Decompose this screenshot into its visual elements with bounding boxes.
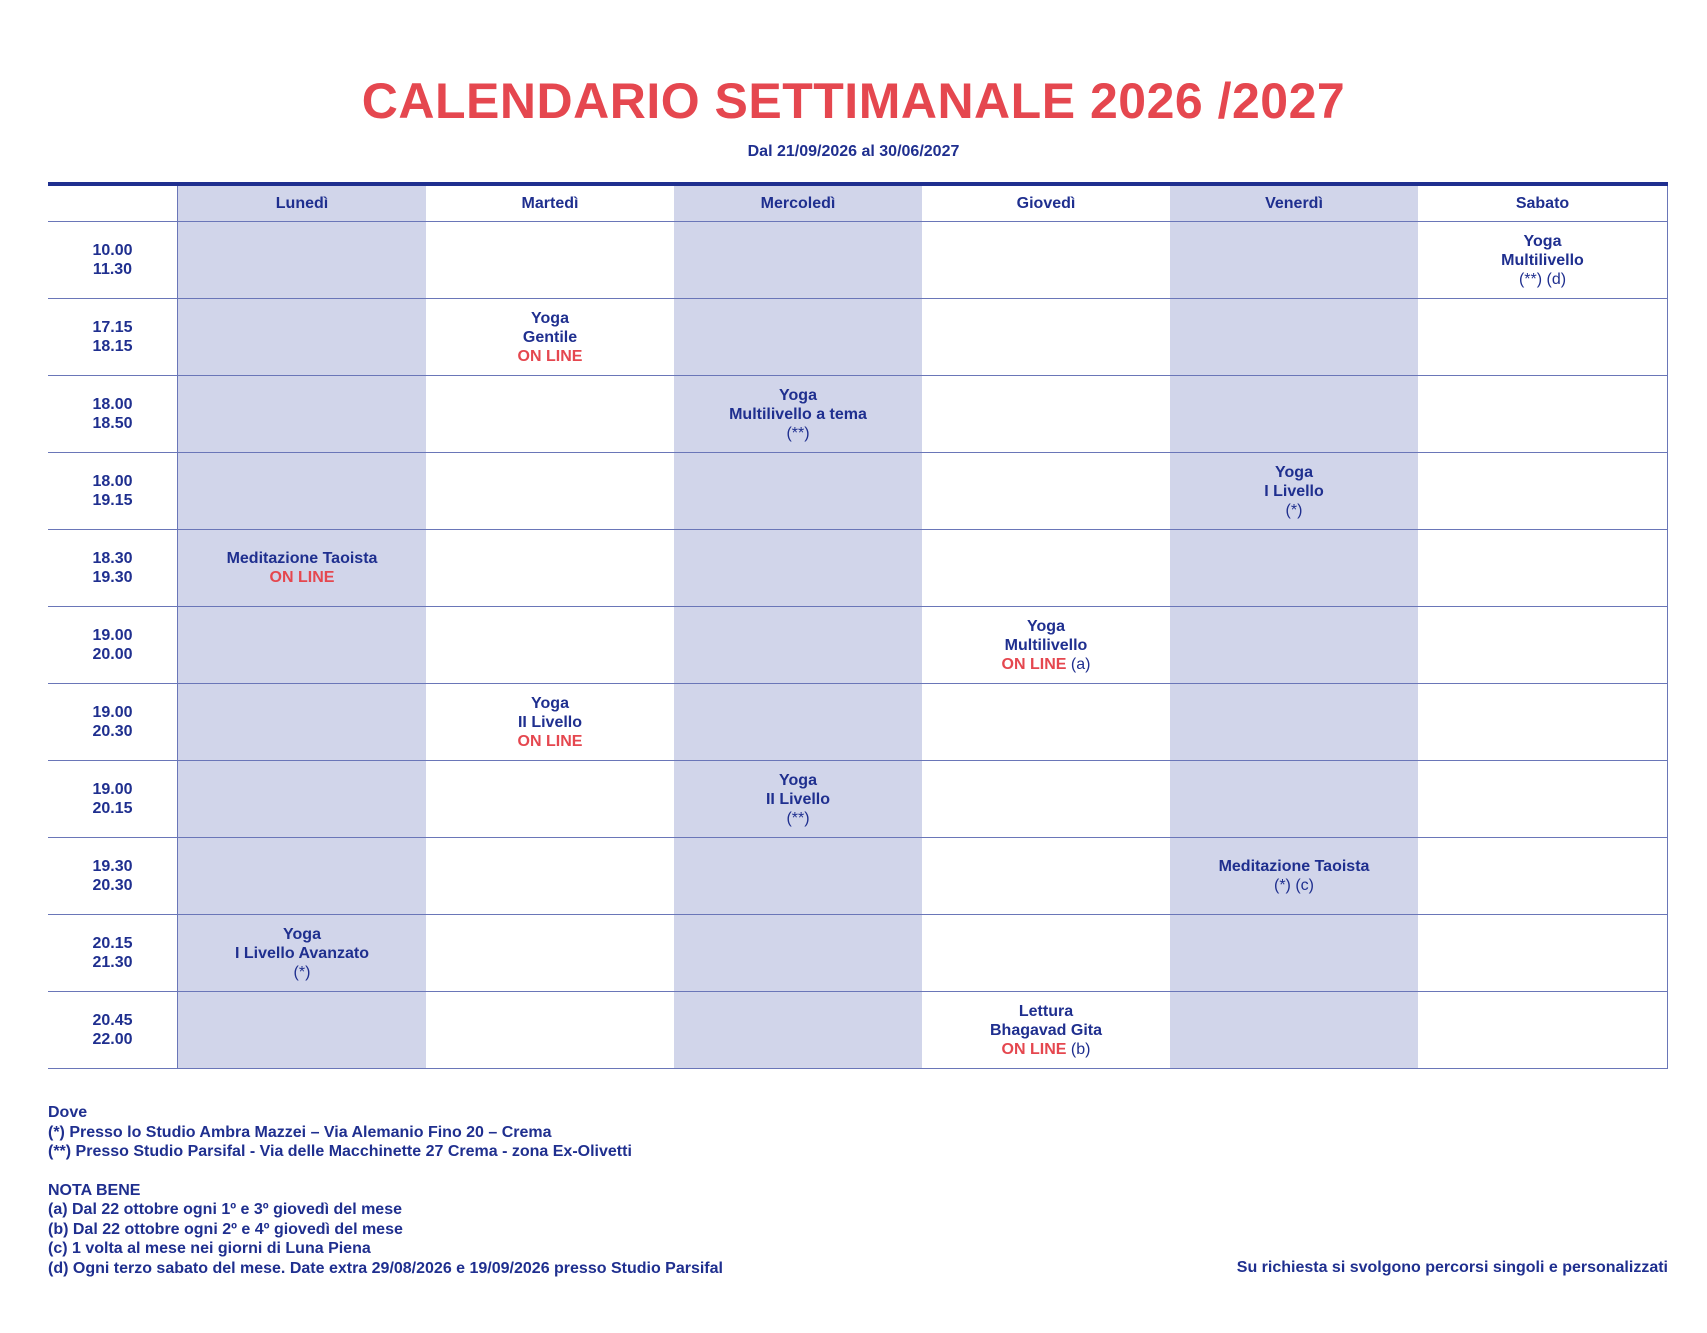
schedule-row bbox=[48, 530, 1668, 607]
class-cell bbox=[426, 684, 674, 761]
location-note: (b) bbox=[1070, 1040, 1091, 1058]
empty-cell bbox=[1418, 453, 1668, 530]
time-end: 18.15 bbox=[92, 338, 133, 355]
class-name-line: II Livello bbox=[517, 713, 582, 731]
time-start: 19.00 bbox=[92, 627, 133, 644]
time-start: 17.15 bbox=[92, 319, 133, 336]
time-column-header bbox=[48, 184, 178, 222]
date-range-subtitle: Dal 21/09/2026 al 30/06/2027 bbox=[747, 143, 960, 160]
custom-courses-note: Su richiesta si svolgono percorsi singoli e personalizzati bbox=[1236, 1259, 1668, 1276]
location-note: (**) bbox=[786, 424, 810, 442]
day-header-wednesday: Mercoledì bbox=[674, 184, 922, 222]
time-end: 18.50 bbox=[92, 415, 133, 432]
empty-cell bbox=[922, 376, 1170, 453]
online-badge: ON LINE bbox=[1001, 655, 1067, 673]
class-name-line: II Livello bbox=[765, 790, 830, 808]
empty-cell bbox=[922, 684, 1170, 761]
empty-cell bbox=[674, 530, 922, 607]
page-title: CALENDARIO SETTIMANALE 2026 /2027 bbox=[361, 73, 1346, 129]
class-cell bbox=[1418, 222, 1668, 299]
empty-cell bbox=[426, 376, 674, 453]
time-start: 19.00 bbox=[92, 704, 133, 721]
location-note: (*) bbox=[293, 963, 311, 981]
time-slot bbox=[48, 684, 178, 761]
class-cell bbox=[426, 299, 674, 376]
empty-cell bbox=[1170, 761, 1418, 838]
time-end: 19.30 bbox=[92, 569, 133, 586]
empty-cell bbox=[922, 530, 1170, 607]
nota-line: (b) Dal 22 ottobre ogni 2º e 4º giovedì del mese bbox=[48, 1220, 403, 1238]
time-slot bbox=[48, 992, 178, 1069]
time-slot bbox=[48, 222, 178, 299]
time-start: 19.30 bbox=[92, 858, 133, 875]
schedule-row bbox=[48, 607, 1668, 684]
class-cell bbox=[922, 607, 1170, 684]
schedule-row bbox=[48, 222, 1668, 299]
time-start: 18.30 bbox=[92, 550, 133, 567]
time-end: 20.30 bbox=[92, 723, 133, 740]
empty-cell bbox=[1418, 838, 1668, 915]
empty-cell bbox=[922, 761, 1170, 838]
time-slot bbox=[48, 453, 178, 530]
day-header-friday: Venerdì bbox=[1170, 184, 1418, 222]
class-name-line: Yoga bbox=[531, 694, 569, 712]
schedule-row bbox=[48, 838, 1668, 915]
class-name-line: Lettura bbox=[1018, 1002, 1074, 1020]
class-name-line: Yoga bbox=[1523, 232, 1562, 250]
empty-cell bbox=[1418, 530, 1668, 607]
empty-cell bbox=[426, 838, 674, 915]
time-slot bbox=[48, 838, 178, 915]
time-start: 20.15 bbox=[92, 935, 133, 952]
nota-line: (c) 1 volta al mese nei giorni di Luna Piena bbox=[48, 1240, 371, 1257]
empty-cell bbox=[178, 838, 427, 915]
empty-cell bbox=[674, 992, 922, 1069]
class-name-line: Yoga bbox=[1027, 617, 1065, 635]
class-name-line: I Livello Avanzato bbox=[235, 944, 369, 962]
empty-cell bbox=[922, 915, 1170, 992]
time-end: 19.15 bbox=[92, 492, 133, 509]
class-name-line: Multilivello a tema bbox=[729, 405, 867, 423]
time-end: 11.30 bbox=[92, 261, 133, 278]
empty-cell bbox=[1170, 376, 1418, 453]
location-note: (*) (c) bbox=[1274, 877, 1314, 894]
class-name-line: Yoga bbox=[779, 386, 817, 404]
empty-cell bbox=[178, 453, 427, 530]
class-name-line: Multilivello bbox=[1004, 636, 1088, 654]
day-header-thursday: Giovedì bbox=[922, 184, 1170, 222]
class-cell bbox=[922, 992, 1170, 1069]
empty-cell bbox=[674, 915, 922, 992]
empty-cell bbox=[1170, 992, 1418, 1069]
class-cell bbox=[674, 761, 922, 838]
empty-cell bbox=[1418, 684, 1668, 761]
empty-cell bbox=[674, 684, 922, 761]
class-name-line: Meditazione Taoista bbox=[226, 550, 378, 567]
schedule-row bbox=[48, 761, 1668, 838]
class-cell bbox=[1170, 838, 1418, 915]
empty-cell bbox=[426, 607, 674, 684]
empty-cell bbox=[426, 530, 674, 607]
day-header-tuesday: Martedì bbox=[426, 184, 674, 222]
online-badge: ON LINE bbox=[517, 732, 583, 750]
empty-cell bbox=[922, 222, 1170, 299]
class-name-line: Gentile bbox=[522, 328, 578, 346]
time-end: 21.30 bbox=[92, 954, 133, 971]
class-cell bbox=[178, 530, 427, 607]
empty-cell bbox=[922, 453, 1170, 530]
empty-cell bbox=[426, 453, 674, 530]
class-cell bbox=[178, 915, 427, 992]
time-end: 22.00 bbox=[92, 1031, 133, 1048]
location-note: (**) bbox=[786, 809, 810, 827]
time-slot bbox=[48, 915, 178, 992]
where-line: (**) Presso Studio Parsifal - Via delle Macchinette 27 Crema - zona Ex-Olivetti bbox=[48, 1143, 632, 1160]
time-slot bbox=[48, 376, 178, 453]
empty-cell bbox=[1170, 530, 1418, 607]
empty-cell bbox=[1170, 222, 1418, 299]
time-start: 20.45 bbox=[92, 1012, 133, 1029]
time-slot bbox=[48, 530, 178, 607]
weekly-schedule-table bbox=[48, 182, 1668, 1069]
time-end: 20.15 bbox=[92, 800, 133, 817]
time-slot bbox=[48, 761, 178, 838]
empty-cell bbox=[426, 222, 674, 299]
class-name-line: Yoga bbox=[283, 925, 321, 943]
nota-line: (a) Dal 22 ottobre ogni 1º e 3º giovedì del mese bbox=[48, 1201, 402, 1218]
empty-cell bbox=[178, 607, 427, 684]
schedule-row bbox=[48, 453, 1668, 530]
time-start: 10.00 bbox=[92, 242, 133, 259]
location-note: (*) bbox=[1285, 501, 1303, 519]
time-end: 20.30 bbox=[92, 877, 133, 894]
time-start: 18.00 bbox=[92, 473, 133, 490]
class-name-line: Yoga bbox=[779, 771, 817, 789]
schedule-row bbox=[48, 684, 1668, 761]
empty-cell bbox=[922, 838, 1170, 915]
empty-cell bbox=[426, 915, 674, 992]
nota-line: (d) Ogni terzo sabato del mese. Date extra 29/08/2026 e 19/09/2026 presso Studio Parsifal bbox=[48, 1259, 723, 1277]
time-slot bbox=[48, 607, 178, 684]
schedule-body bbox=[48, 222, 1668, 1069]
empty-cell bbox=[674, 453, 922, 530]
schedule-row bbox=[48, 376, 1668, 453]
empty-cell bbox=[1418, 915, 1668, 992]
location-note: (a) bbox=[1070, 655, 1091, 673]
class-cell bbox=[1170, 453, 1418, 530]
empty-cell bbox=[674, 607, 922, 684]
empty-cell bbox=[1170, 607, 1418, 684]
empty-cell bbox=[178, 222, 427, 299]
location-note: (**) (d) bbox=[1518, 270, 1567, 288]
empty-cell bbox=[178, 684, 427, 761]
footer-notes bbox=[48, 1103, 723, 1278]
where-line: (*) Presso lo Studio Ambra Mazzei – Via Alemanio Fino 20 – Crema bbox=[48, 1123, 552, 1141]
empty-cell bbox=[1418, 607, 1668, 684]
empty-cell bbox=[1418, 376, 1668, 453]
class-name-line: Multilivello bbox=[1501, 251, 1584, 269]
online-badge: ON LINE bbox=[269, 569, 335, 586]
empty-cell bbox=[1170, 299, 1418, 376]
where-title: Dove bbox=[48, 1104, 88, 1121]
class-name-line: I Livello bbox=[1264, 482, 1324, 500]
empty-cell bbox=[1170, 915, 1418, 992]
empty-cell bbox=[1418, 992, 1668, 1069]
empty-cell bbox=[178, 299, 427, 376]
empty-cell bbox=[1418, 761, 1668, 838]
time-start: 19.00 bbox=[92, 781, 133, 798]
empty-cell bbox=[674, 299, 922, 376]
schedule-row bbox=[48, 299, 1668, 376]
time-end: 20.00 bbox=[92, 646, 133, 663]
empty-cell bbox=[674, 838, 922, 915]
class-name-line: Yoga bbox=[1275, 463, 1313, 481]
empty-cell bbox=[178, 992, 427, 1069]
empty-cell bbox=[178, 376, 427, 453]
day-header-monday: Lunedì bbox=[178, 184, 427, 222]
online-badge: ON LINE bbox=[517, 347, 583, 365]
empty-cell bbox=[1418, 299, 1668, 376]
empty-cell bbox=[426, 761, 674, 838]
class-name-line: Yoga bbox=[531, 309, 569, 327]
time-slot bbox=[48, 299, 178, 376]
empty-cell bbox=[178, 761, 427, 838]
nota-bene-title: NOTA BENE bbox=[48, 1181, 141, 1199]
header-row bbox=[48, 184, 1668, 222]
time-start: 18.00 bbox=[92, 396, 133, 413]
class-cell bbox=[674, 376, 922, 453]
class-name-line: Bhagavad Gita bbox=[989, 1021, 1103, 1039]
empty-cell bbox=[426, 992, 674, 1069]
empty-cell bbox=[922, 299, 1170, 376]
schedule-row bbox=[48, 915, 1668, 992]
class-name-line: Meditazione Taoista bbox=[1218, 858, 1370, 875]
empty-cell bbox=[674, 222, 922, 299]
schedule-row bbox=[48, 992, 1668, 1069]
online-badge: ON LINE bbox=[1001, 1040, 1067, 1058]
empty-cell bbox=[1170, 684, 1418, 761]
day-header-saturday: Sabato bbox=[1418, 184, 1668, 222]
